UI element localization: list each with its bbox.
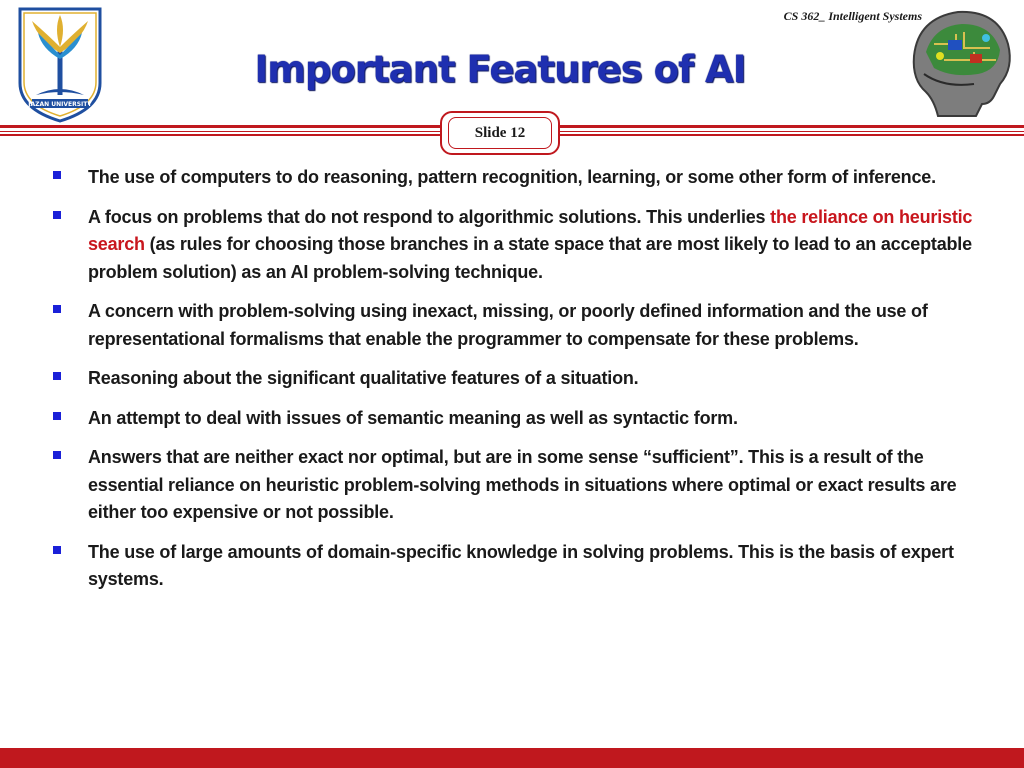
square-bullet-icon — [53, 412, 61, 420]
bullet-text: Reasoning about the significant qualitative features of a situation. — [88, 368, 639, 388]
course-label: CS 362_ Intelligent Systems — [783, 9, 922, 23]
bullet-text-before: A focus on problems that do not respond to algorithmic solutions. This underlies — [88, 206, 771, 227]
square-bullet-icon — [53, 372, 61, 380]
bullet-text: An attempt to deal with issues of semantic meaning as well as syntactic form. — [88, 407, 738, 428]
square-bullet-icon — [53, 171, 61, 179]
slide-number-badge — [440, 111, 560, 155]
square-bullet-icon — [53, 451, 61, 459]
list-item — [48, 365, 998, 393]
bullet-text: The use of large amounts of domain-specific knowledge in solving problems. This is the basis of expert systems. — [88, 541, 954, 589]
square-bullet-icon — [53, 546, 61, 554]
bullet-list — [48, 164, 998, 606]
bullet-text-after: (as rules for choosing those branches in a state space that are most likely to lead to an acceptable problem solution) as an AI problem-solving technique. — [88, 234, 972, 282]
square-bullet-icon — [53, 211, 61, 219]
bullet-text: A concern with problem-solving using inexact, missing, or poorly defined information and the use of representational formalisms that enable the programmer to compensate for these problems. — [88, 301, 928, 349]
page-title: Important Features of AI — [254, 48, 746, 91]
bullet-text: Answers that are neither exact nor optimal, but are in some sense “sufficient”. This is a result of the essential reliance on heuristic problem-solving methods in situations where optimal or exact results are either too expensive or not possible. — [88, 447, 957, 522]
university-logo-icon — [8, 3, 112, 123]
logo-wordmark: JAZAN UNIVERSITY — [28, 101, 92, 108]
slide-number-label: Slide 12 — [448, 117, 552, 149]
footer-bar — [0, 748, 1024, 768]
bullet-text — [88, 204, 998, 287]
list-item — [48, 298, 998, 353]
square-bullet-icon — [53, 305, 61, 313]
brain-circuit-icon — [904, 4, 1016, 122]
bullet-text: The use of computers to do reasoning, pattern recognition, learning, or some other form of inference. — [88, 167, 936, 187]
list-item — [48, 444, 998, 527]
list-item — [48, 204, 998, 287]
highlighted-phrase: the reliance on heuristic search — [88, 206, 973, 254]
list-item — [48, 164, 998, 192]
list-item — [48, 405, 998, 433]
list-item — [48, 539, 998, 594]
